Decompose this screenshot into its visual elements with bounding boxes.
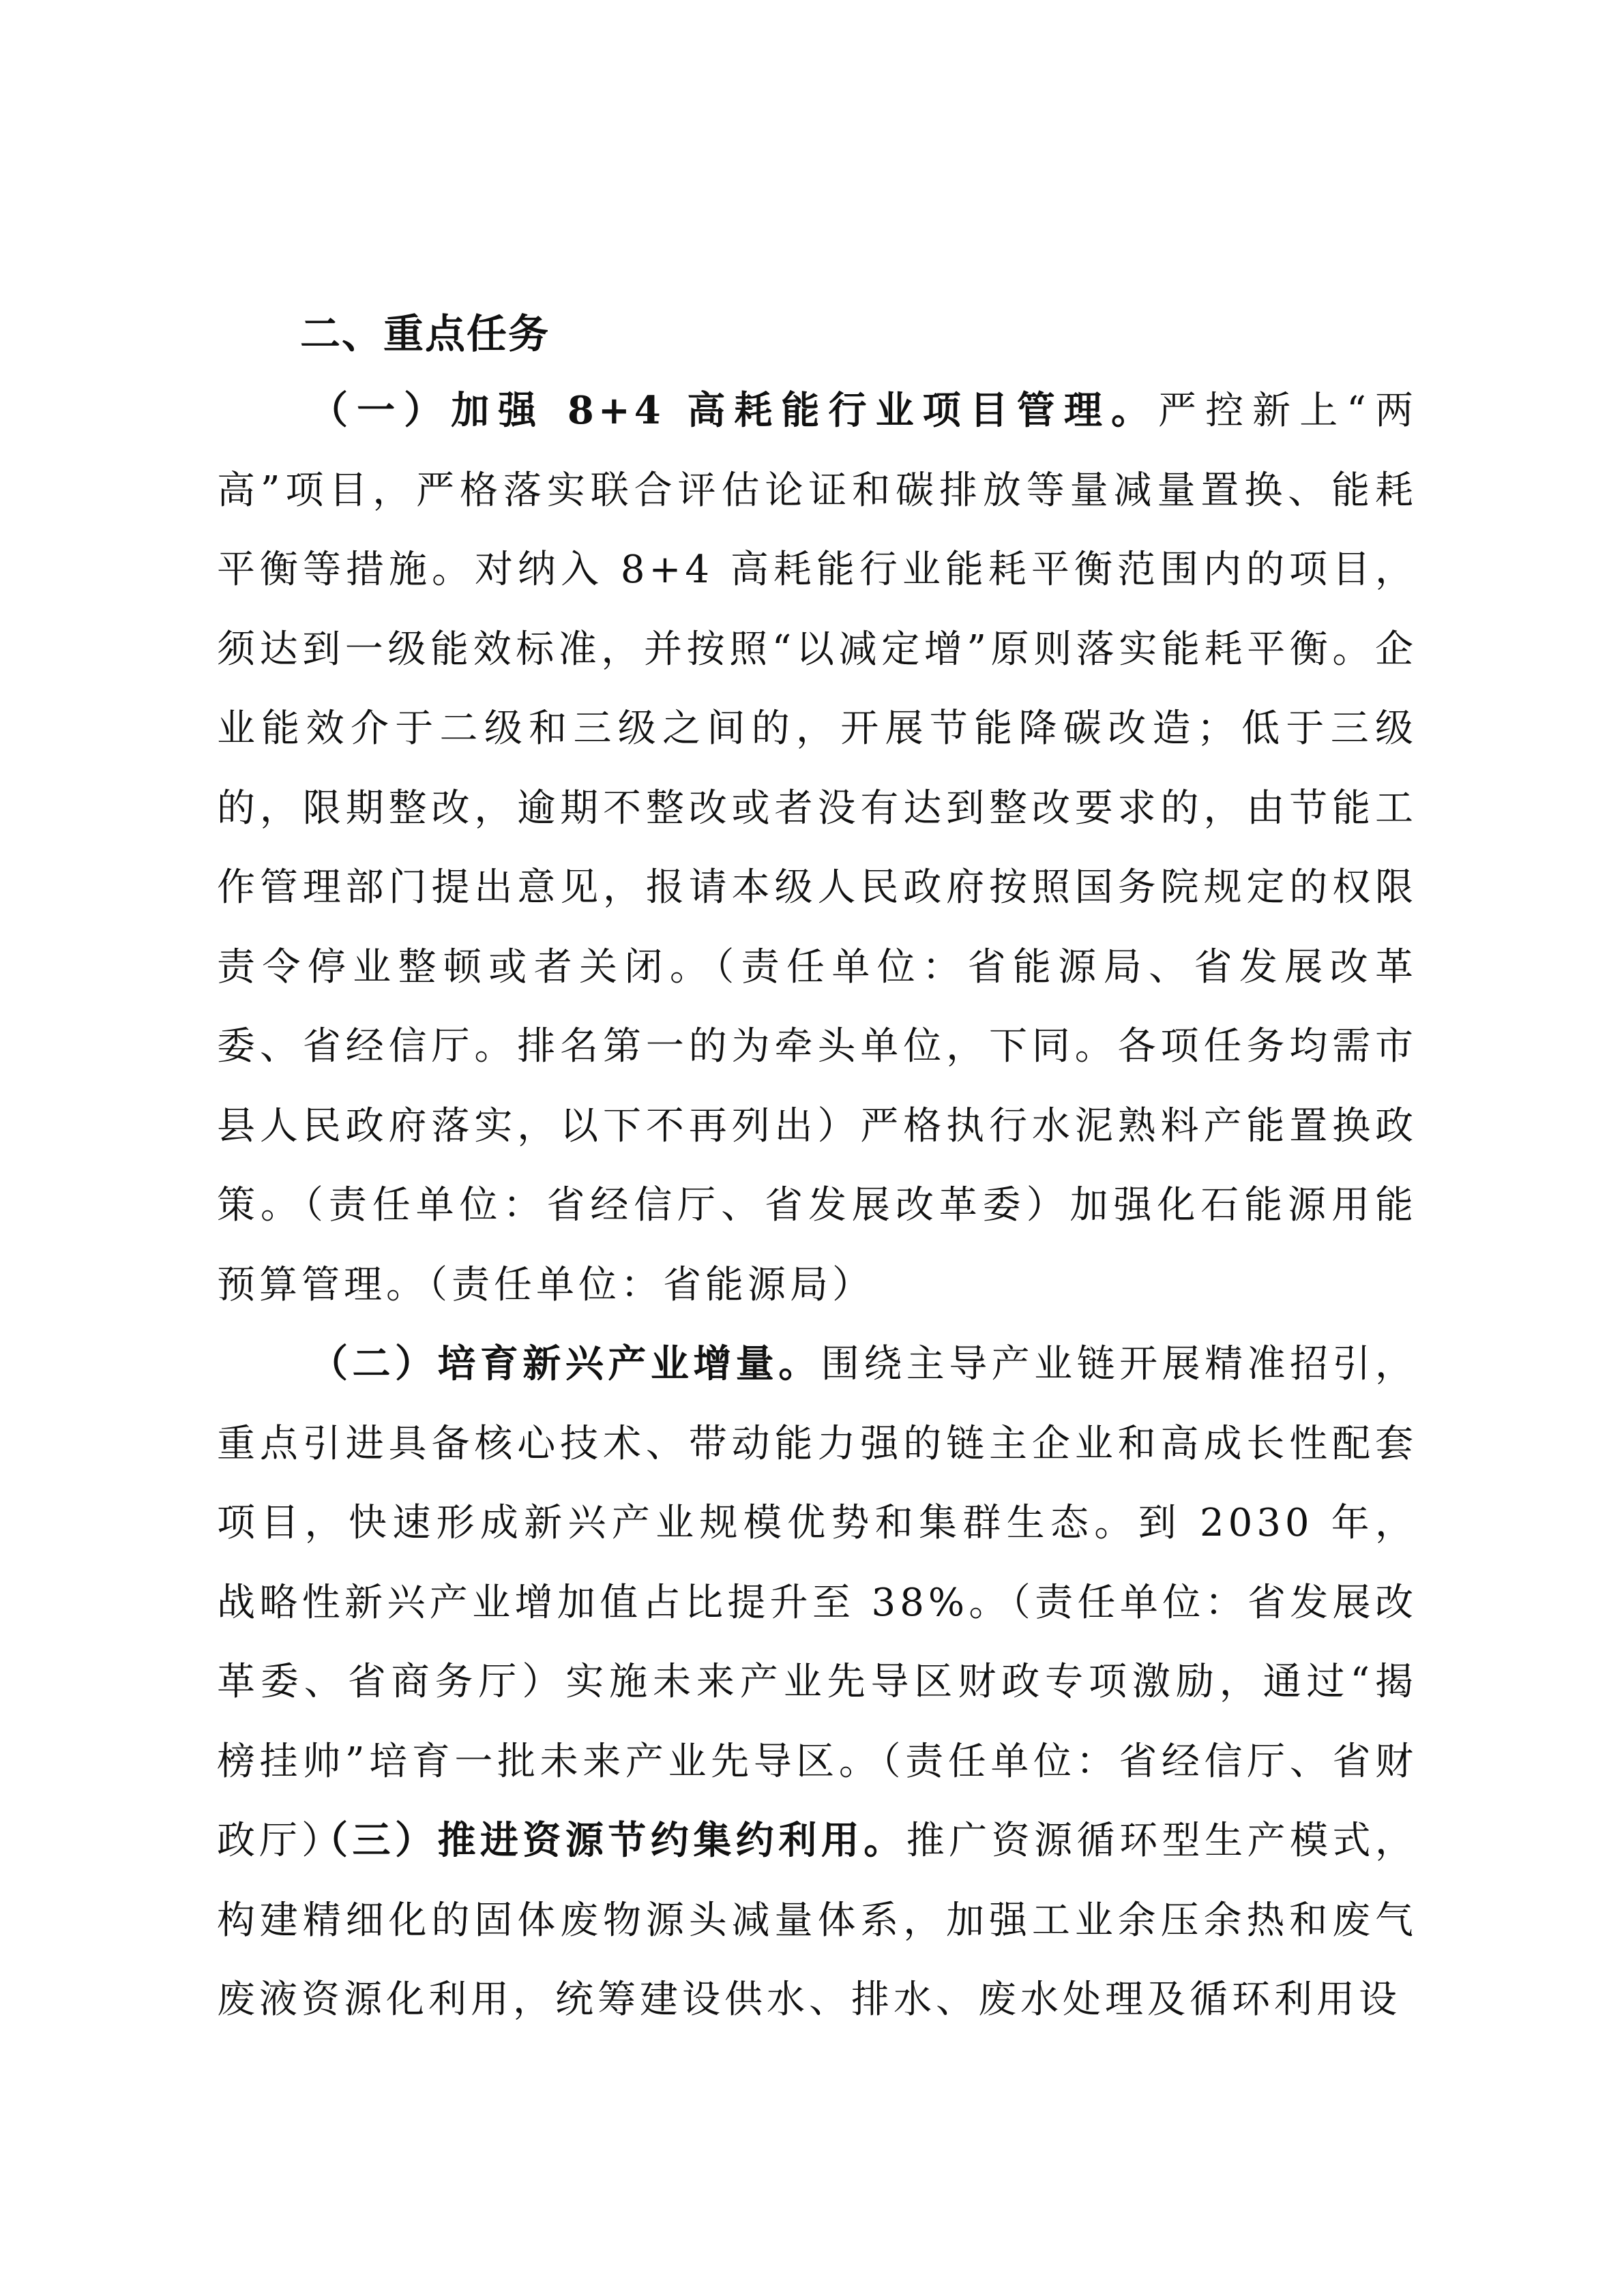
paragraph-1 xyxy=(217,371,1417,1325)
paragraph-1-lead: （一）加强 8+4 高耗能行业项目管理。 xyxy=(310,388,1159,433)
paragraph-3-body: 推广资源循环型生产模式，构建精细化的固体废物源头减量体系，加强工业余压余热和废气废液资源化利用，统筹建设供水、排水、废水处理及循环利用设 xyxy=(217,1819,1418,2022)
section-heading: 二、重点任务 xyxy=(300,310,550,357)
paragraph-2 xyxy=(217,1324,1417,1881)
paragraph-2-lead: （二）培育新兴产业增量。 xyxy=(310,1341,821,1386)
paragraph-3 xyxy=(217,1801,1417,2040)
paragraph-1-body: 严控新上“两高”项目，严格落实联合评估论证和碳排放等量减量置换、能耗平衡等措施。对纳入 8+4 高耗能行业能耗平衡范围内的项目，须达到一级能效标准，并按照“以减定增”原则落实能耗平衡。企业能效介于二级和三级之间的，开展节能降碳改造；低于三级的，限期整改，逾期不整改或者没有达到整改要求的，由节能工作管理部门提出意见，报请本级人民政府按照国务院规定的权限责令停业整顿或者关闭。（责任单位：省能源局、省发展改革委、省经信厅。排名第一的为牵头单位，下同。各项任务均需市县人民政府落实，以下不再列出）严格执行水泥熟料产能置换政策。（责任单位：省经信厅、省发展改革委）加强化石能源用能预算管理。（责任单位：省能源局） xyxy=(217,389,1417,1307)
paragraph-2-body: 围绕主导产业链开展精准招引，重点引进具备核心技术、带动能力强的链主企业和高成长性配套项目，快速形成新兴产业规模优势和集群生态。到 2030 年，战略性新兴产业增加值占比提升至 38%。（责任单位：省发展改革委、省商务厅）实施未来产业先导区财政专项激励，通过“揭榜挂帅”培育一批未来产业先导区。（责任单位：省经信厅、省财政厅） xyxy=(217,1342,1418,1863)
paragraph-3-lead: （三）推进资源节约集约利用。 xyxy=(310,1818,906,1863)
